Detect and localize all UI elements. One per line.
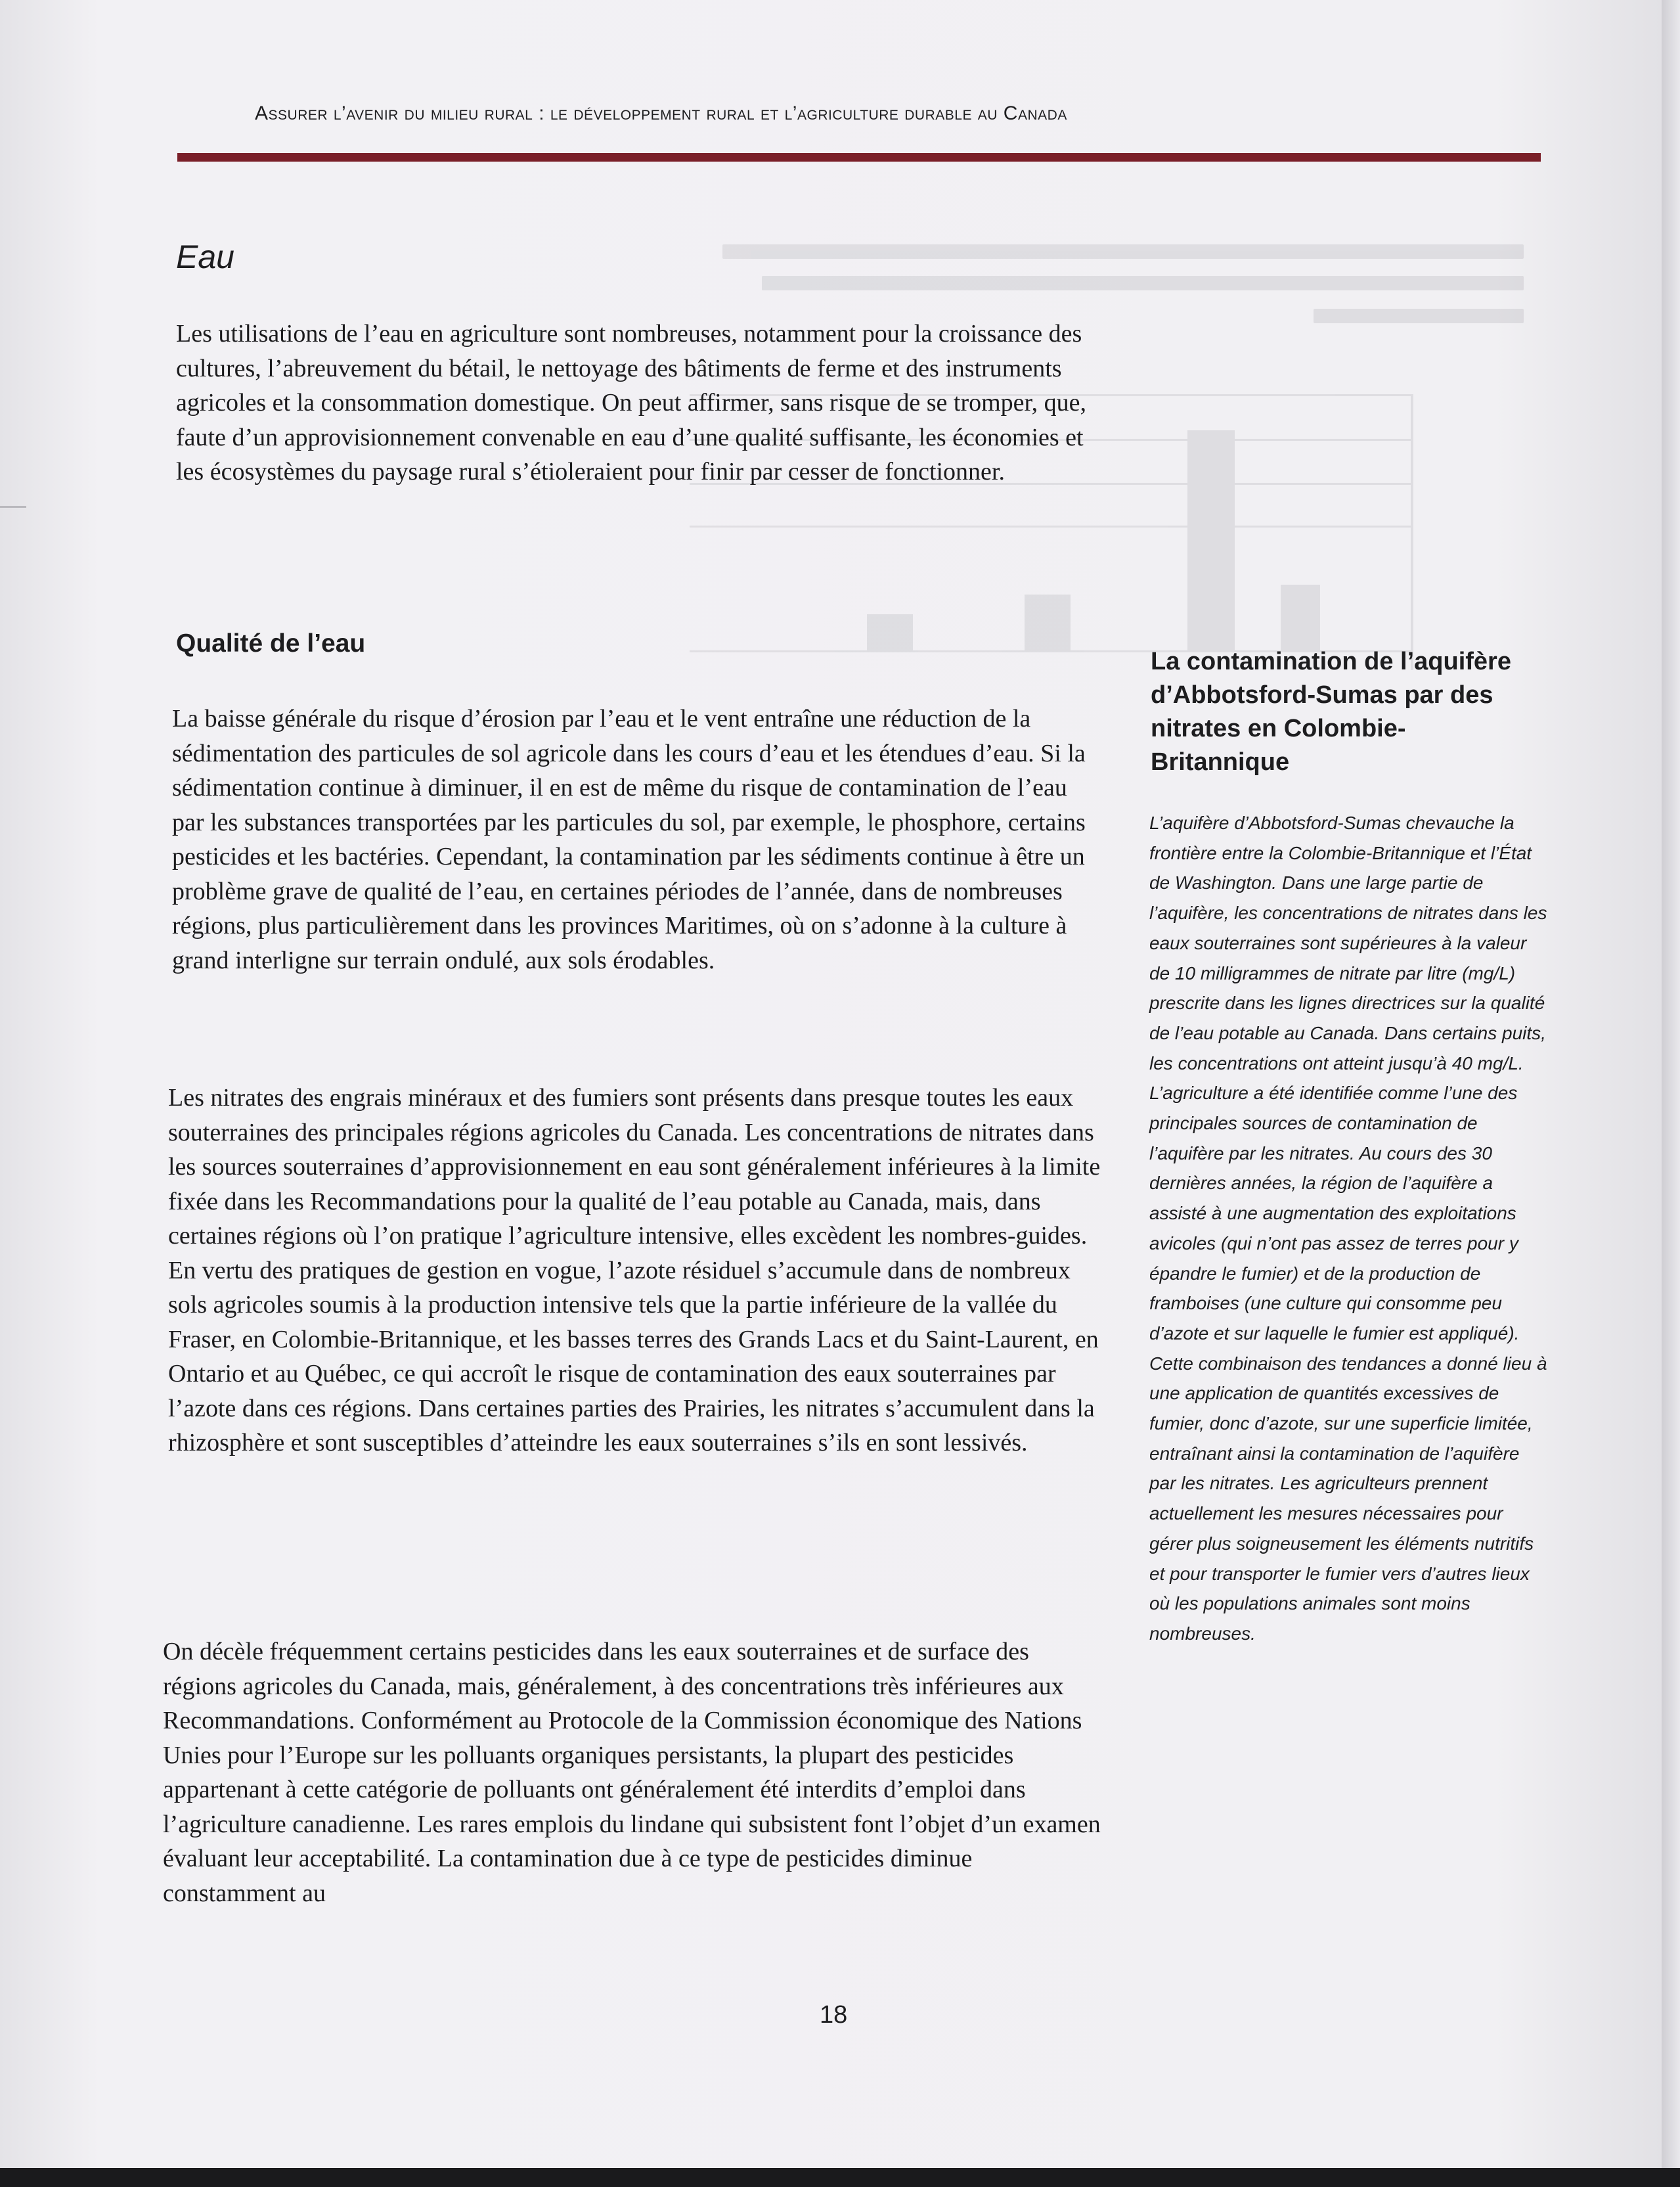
- running-header: Assurer l’avenir du milieu rural : le développement rural et l’agriculture durable au Canada: [255, 102, 1067, 124]
- section-heading: Eau: [176, 238, 234, 275]
- intro-paragraph: Les utilisations de l’eau en agriculture sont nombreuses, notamment pour la croissance des cultures, l’abreuvement du bétail, le nettoyage des bâtiments de ferme et des instruments agricoles et la consommation domestique. On peut affirmer, sans risque de se tromper, que, faute d’un approvisionnement convenable en eau d’une qualité suffisante, les économies et les écosystèmes du paysage rural s’étioleraient pour finir par cesser de fonctionner.: [176, 320, 1087, 485]
- page-number: 18: [820, 2001, 848, 2029]
- sidebar-title: La contamination de l’aquifère d’Abbotsford-Sumas par des nitrates en Colombie-Britannique: [1151, 648, 1511, 776]
- scan-bottom-edge: [0, 2168, 1680, 2187]
- body-paragraph-erosion: La baisse générale du risque d’érosion par l’eau et le vent entraîne une réduction de la sédimentation des particules de sol agricole dans les cours d’eau et les étendues d’eau. Si la sédimentation continue à diminuer, il en est de même du risque de contamination de l’eau par les substances transportées par les particules du sol, par exemple, le phosphore, certains pesticides et les bactéries. Cependant, la contamination par les sédiments continue à être un problème grave de qualité de l’eau, en certaines périodes de l’année, dans de nombreuses régions, plus particulièrement dans les provinces Maritimes, où on s’adonne à la culture à grand interligne sur terrain ondulé, aux sols érodables.: [172, 705, 1086, 974]
- subsection-heading: Qualité de l’eau: [176, 629, 366, 658]
- body-paragraph-nitrates: Les nitrates des engrais minéraux et des fumiers sont présents dans presque toutes les eaux souterraines des principales régions agricoles du Canada. Les concentrations de nitrates dans les sources souterraines d’approvisionnement en eau sont généralement inférieures à la limite fixée dans les Recommandations pour la qualité de l’eau potable au Canada, mais, dans certaines régions où l’on pratique l’agriculture intensive, elles excèdent les nombres-guides. En vertu des pratiques de gestion en vogue, l’azote résiduel s’accumule dans de nombreux sols agricoles soumis à la production intensive tels que la partie inférieure de la vallée du Fraser, en Colombie-Britannique, et les basses terres des Grands Lacs et du Saint-Laurent, en Ontario et au Québec, ce qui accroît le risque de contamination des eaux souterraines par l’azote dans ces régions. Dans certaines parties des Prairies, les nitrates s’accumulent dans la rhizosphère et sont susceptibles d’atteindre les eaux souterraines s’ils en sont lessivés.: [168, 1084, 1101, 1456]
- body-paragraph-pesticides: On décèle fréquemment certains pesticides dans les eaux souterraines et de surface des régions agricoles du Canada, mais, généralement, à des concentrations très inférieures aux Recommandations. Conformément au Protocole de la Commission économique des Nations Unies pour l’Europe sur les polluants organiques persistants, la plupart des pesticides appartenant à cette catégorie de polluants ont généralement été interdits d’emploi dans l’agriculture canadienne. Les rares emplois du lindane qui subsistent font l’objet d’un examen évaluant leur acceptabilité. La contamination due à ce type de pesticides diminue constamment au: [163, 1638, 1101, 1907]
- sidebar-body: L’aquifère d’Abbotsford-Sumas chevauche la frontière entre la Colombie-Britannique et l’État de Washington. Dans une large partie de l’aquifère, les concentrations de nitrates dans les eaux souterraines sont supérieures à la valeur de 10 milligrammes de nitrate par litre (mg/L) prescrite dans les lignes directrices sur la qualité de l’eau potable au Canada. Dans certains puits, les concentrations ont atteint jusqu’à 40 mg/L. L’agriculture a été identifiée comme l’une des principales sources de contamination de l’aquifère par les nitrates. Au cours des 30 dernières années, la région de l’aquifère a assisté à une augmentation des exploitations avicoles (qui n’ont pas assez de terres pour y épandre le fumier) et de la production de framboises (une culture qui consomme peu d’azote et sur laquelle le fumier est appliqué). Cette combinaison des tendances a donné lieu à une application de quantités excessives de fumier, donc d’azote, sur une superficie limitée, entraînant ainsi la contamination de l’aquifère par les nitrates. Les agriculteurs prennent actuellement les mesures nécessaires pour gérer plus soigneusement les éléments nutritifs et pour transporter le fumier vers d’autres lieux où les populations animales sont moins nombreuses.: [1149, 813, 1547, 1644]
- header-rule: [177, 153, 1541, 162]
